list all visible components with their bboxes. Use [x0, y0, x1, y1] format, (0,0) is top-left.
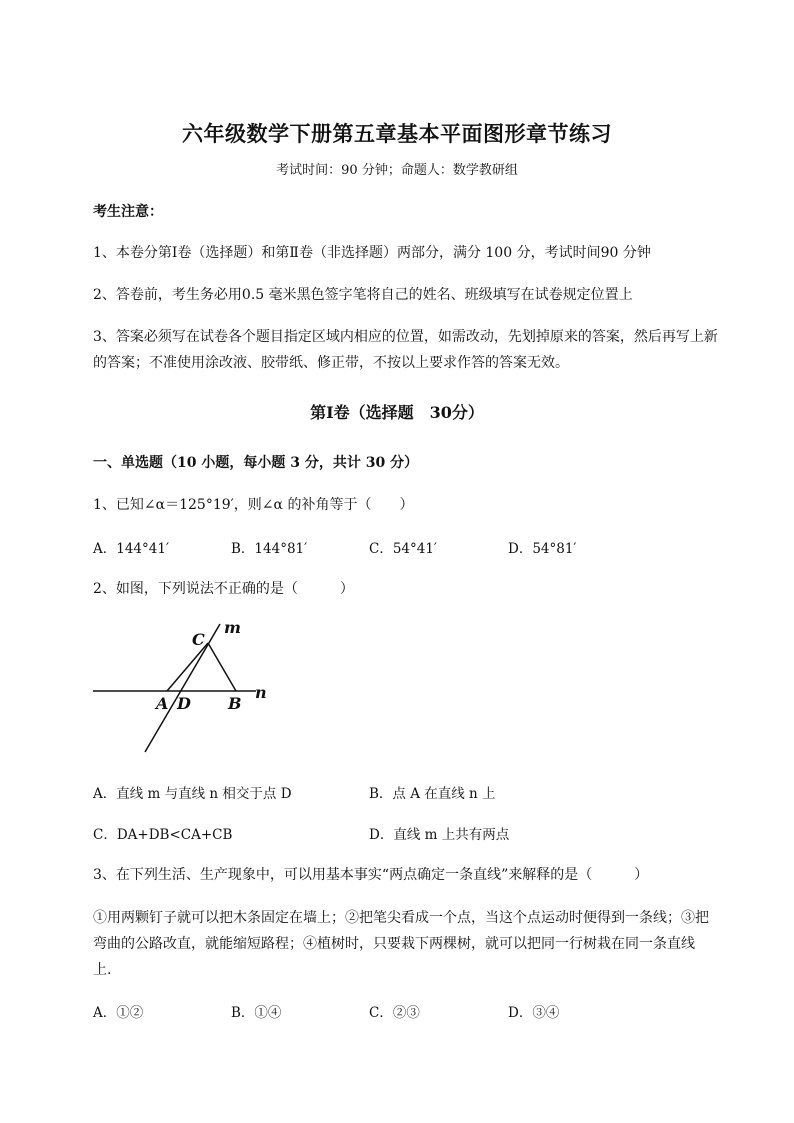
question-1-option-c[interactable]: C．54°41′: [369, 541, 438, 557]
section-title: 第Ⅰ卷（选择题 30分）: [310, 403, 484, 422]
question-3-option-b[interactable]: B．①④: [231, 1005, 282, 1021]
question-3-body-line: 上.: [93, 962, 112, 978]
question-1-option-b[interactable]: B．144°81′: [231, 541, 308, 557]
notice-item-continued: 的答案；不准使用涂改液、胶带纸、修正带，不按以上要求作答的答案无效。: [93, 355, 569, 371]
notice-item: 2、答卷前，考生务必用0.5 毫米黑色签字笔将自己的姓名、班级填写在试卷规定位置上: [93, 287, 633, 303]
question-3-stem: 3、在下列生活、生产现象中，可以用基本事实“两点确定一条直线”来解释的是（ ）: [93, 867, 649, 883]
question-1-option-a[interactable]: A．144°41′: [93, 541, 170, 557]
label-d: D: [177, 694, 191, 713]
question-2-option-c[interactable]: C．DA+DB<CA+CB: [93, 827, 233, 843]
question-1-option-d[interactable]: D．54°81′: [508, 541, 577, 557]
part-heading: 一、单选题（10 小题，每小题 3 分，共计 30 分）: [93, 455, 419, 471]
label-m: m: [224, 618, 241, 637]
notice-heading: 考生注意：: [93, 204, 163, 220]
label-b: B: [228, 694, 242, 713]
question-3-body-line: 弯曲的公路改直，就能缩短路程；④植树时，只要栽下两棵树，就可以把同一行树栽在同一条直线: [93, 936, 695, 952]
question-3-option-d[interactable]: D．③④: [508, 1005, 560, 1021]
label-a: A: [156, 694, 169, 713]
exam-info: 考试时间：90 分钟；命题人：数学教研组: [276, 163, 518, 178]
question-2-stem: 2、如图，下列说法不正确的是（ ）: [93, 581, 354, 597]
segment-cb: [208, 643, 236, 691]
question-3-body-line: ①用两颗钉子就可以把木条固定在墙上；②把笔尖看成一个点，当这个点运动时便得到一条线；③把: [93, 910, 709, 926]
question-3-option-c[interactable]: C．②③: [369, 1005, 420, 1021]
notice-item: 1、本卷分第Ⅰ卷（选择题）和第Ⅱ卷（非选择题）两部分，满分 100 分，考试时间90 分钟: [93, 245, 651, 261]
question-3-option-a[interactable]: A．①②: [93, 1005, 144, 1021]
label-n: n: [255, 683, 267, 702]
notice-item: 3、答案必须写在试卷各个题目指定区域内相应的位置，如需改动，先划掉原来的答案，然后再写上新: [93, 329, 718, 345]
question-2-option-a[interactable]: A．直线 m 与直线 n 相交于点 D: [93, 786, 292, 802]
label-c: C: [192, 630, 205, 649]
geometry-figure: [88, 618, 278, 756]
question-1-stem: 1、已知∠α＝125°19′，则∠α 的补角等于（ ）: [93, 497, 414, 513]
page-title: 六年级数学下册第五章基本平面图形章节练习: [182, 121, 612, 146]
question-2-option-b[interactable]: B．点 A 在直线 n 上: [369, 786, 496, 802]
segment-ca: [167, 643, 208, 691]
question-2-option-d[interactable]: D．直线 m 上共有两点: [369, 827, 510, 843]
